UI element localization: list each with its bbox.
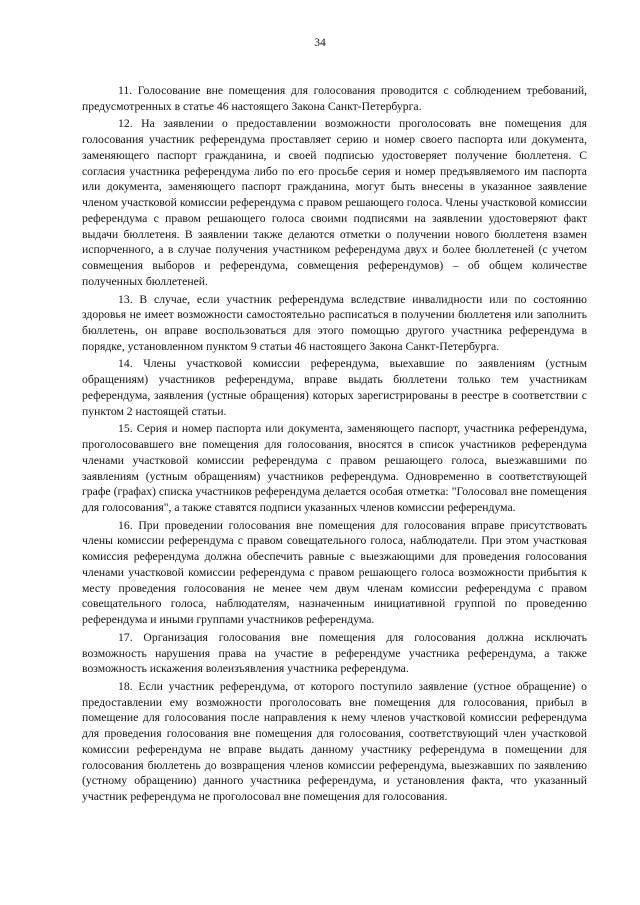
paragraph-11: 11. Голосование вне помещения для голосования проводится с соблюдением требований, предусмотренных в статье 46 настоящего Закона Санкт-Петербурга. [82, 84, 587, 113]
paragraph-12: 12. На заявлении о предоставлении возможности проголосовать вне помещения для голосования участник референдума проставляет серию и номер своего паспорта или документа, заменяющего паспорт гражданина, и своей подписью удостоверяет получение бюллетеня. С согласия участника референдума либо по его просьбе серия и номер предъявляемого им паспорта или документа, заменяющего паспорт гражданина, могут быть внесены в указанное заявление членом участковой комиссии референдума с правом решающего голоса. Члены участковой комиссии референдума с правом решающего голоса своими подписями на заявлении удостоверяют факт выдачи бюллетеня. В заявлении также делаются отметки о получении нового бюллетеня взамен испорченного, а в случае получения участником референдума двух и более бюллетеней (с учетом совмещения выборов и референдума, совмещения референдумов) – об общем количестве полученных бюллетеней. [82, 117, 587, 288]
body-text [82, 83, 587, 807]
paragraph-15: 15. Серия и номер паспорта или документа, заменяющего паспорт, участника референдума, проголосовавшего вне помещения для голосования, вносятся в список участников референдума членами участковой комиссии референдума с правом решающего голоса, выезжавшими по заявлениям (устным обращениям) участников референдума. Одновременно в соответствующей графе (графах) списка участников референдума делается особая отметка: "Голосовал вне помещения для голосования", а также ставятся подписи указанных членов комиссии референдума. [82, 422, 587, 515]
paragraph-16: 16. При проведении голосования вне помещения для голосования вправе присутствовать члены комиссии референдума с правом совещательного голоса, наблюдатели. При этом участковая комиссия референдума должна обеспечить равные с выезжающими для проведения голосования членами участковой комиссии референдума с правом решающего голоса возможности прибытия к месту проведения голосования не менее чем двум членам комиссии референдума с правом совещательного голоса, наблюдателям, назначенным инициативной группой по проведению референдума и иными группами участников референдума. [82, 518, 587, 627]
paragraph-13: 13. В случае, если участник референдума вследствие инвалидности или по состоянию здоровья не имеет возможности самостоятельно расписаться в получении бюллетеня или заполнить бюллетень, он вправе воспользоваться для этого помощью другого участника референдума в порядке, установленном пунктом 9 статьи 46 настоящего Закона Санкт-Петербурга. [82, 292, 587, 353]
paragraph-17: 17. Организация голосования вне помещения для голосования должна исключать возможность нарушения права на участие в референдуме участника референдума, а также возможность искажения волеизъявления участника референдума. [82, 630, 587, 676]
page-number: 34 [314, 37, 326, 49]
paragraph-18: 18. Если участник референдума, от которого поступило заявление (устное обращение) о предоставлении ему возможности проголосовать вне помещения для голосования, прибыл в помещение для голосования после направления к нему членов участковой комиссии референдума для проведения голосования вне помещения для голосования, соответствующий член участковой комиссии референдума не вправе выдать данному участнику референдума в помещении для голосования бюллетень до возвращения членов комиссии референдума, выезжавших по заявлению (устному обращению) данного участника референдума, и установления факта, что указанный участник референдума не проголосовал вне помещения для голосования. [82, 679, 587, 804]
paragraph-14: 14. Члены участковой комиссии референдума, выехавшие по заявлениям (устным обращениям) участников референдума, вправе выдать бюллетени только тем участникам референдума, заявления (устные обращения) которых зарегистрированы в реестре в соответствии с пунктом 2 настоящей статьи. [82, 357, 587, 418]
